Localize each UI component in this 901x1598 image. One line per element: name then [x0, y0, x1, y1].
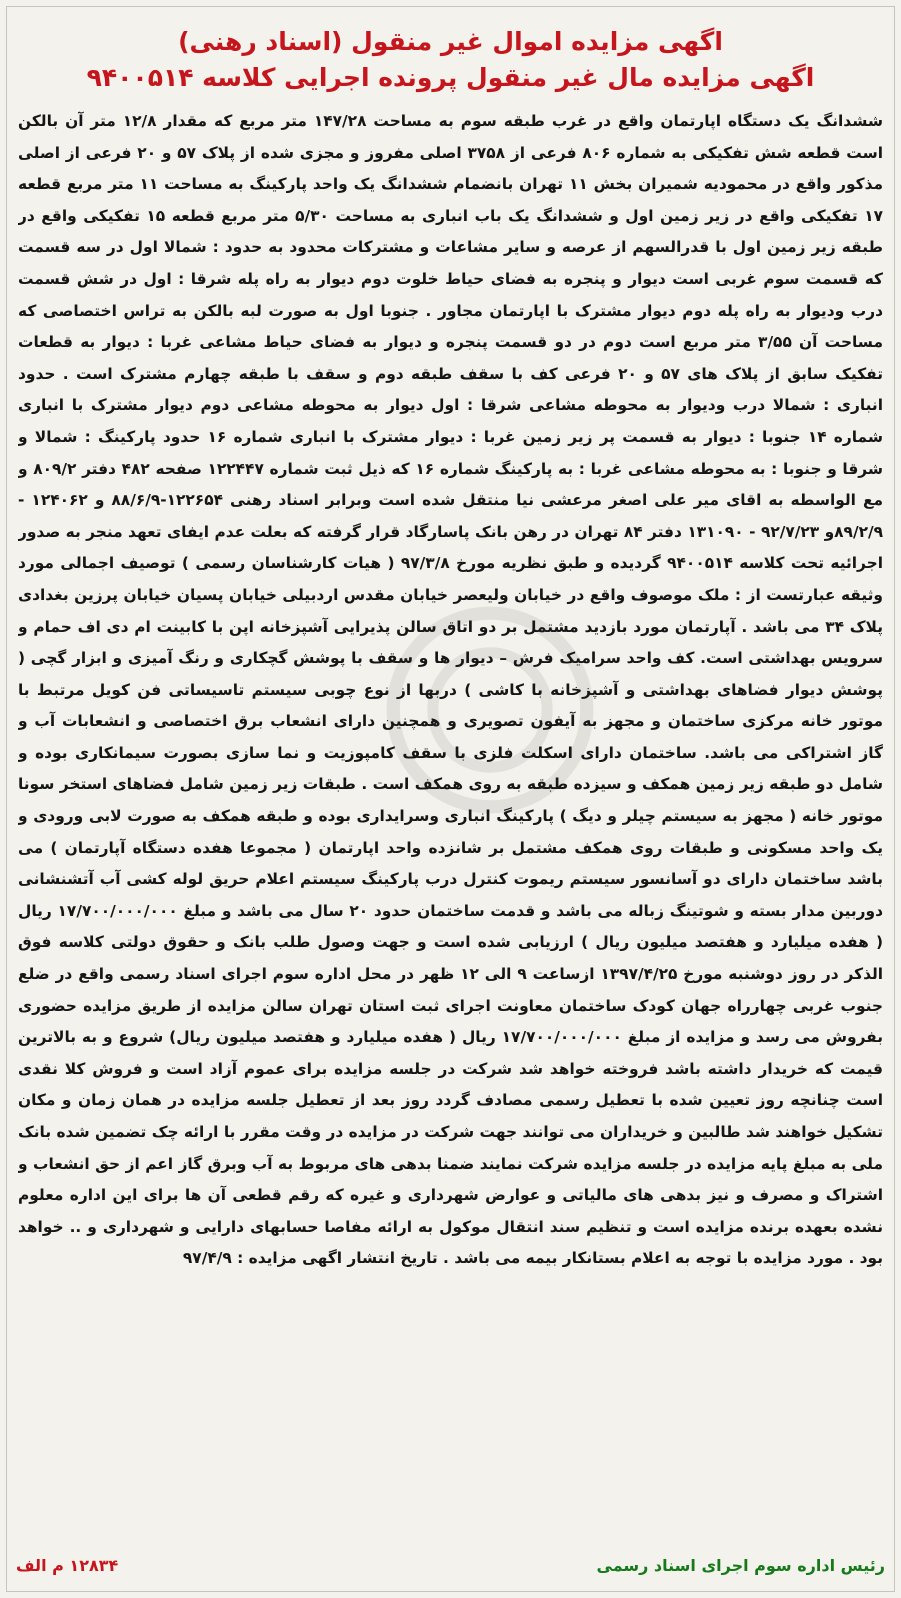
notice-subtitle: اگهی مزایده مال غیر منقول پرونده اجرایی کلاسه ۹۴۰۰۵۱۴	[86, 63, 815, 92]
notice-body: ششدانگ یک دستگاه اپارتمان واقع در غرب طبقه سوم به مساحت ۱۴۷/۲۸ متر مربع که مقدار ۱۲/۸ متر آن بالکن است قطعه شش تفکیکی به شماره ۸۰۶ فرعی از ۳۷۵۸ اصلی مفروز و مجزی شده از پلاک ۵۷ و ۲۰ فرعی از اصلی مذکور واقع در محمودیه شمیران بخش ۱۱ تهران بانضمام ششدانگ یک واحد پارکینگ به مساحت ۱۱ متر مربع قطعه ۱۷ تفکیکی واقع در زیر زمین اول و ششدانگ یک باب انباری به مساحت ۵/۳۰ متر مربع قطعه ۱۵ تفکیکی واقع در طبقه زیر زمین اول با قدرالسهم از عرصه و سایر مشاعات و مشترکات محدود به حدود : شمالا اول در سه قسمت که قسمت سوم غربی است دیوار و پنجره به فضای حیاط خلوت دوم دیوار به راه پله شرقا : اول در شش قسمت درب ودیوار به راه پله دوم دیوار مشترک با اپارتمان مجاور . جنوبا اول به صورت لبه بالکن به تراس اختصاصی که مساحت آن ۳/۵۵ متر مربع است دوم در دو قسمت پنجره و دیوار به فضای حیاط مشاعی غربا : دیوار به قطعات تفکیک سابق از پلاک های ۵۷ و ۲۰ فرعی کف با سقف طبقه دوم و سقف با طبقه چهارم مشترک است . حدود انباری : شمالا درب ودیوار به محوطه مشاعی شرقا : اول دیوار به محوطه مشاعی دوم دیوار مشترک با انباری شماره ۱۴ جنوبا : دیوار به قسمت پر زیر زمین غربا : دیوار مشترک با انباری شماره ۱۶ حدود پارکینگ : شمالا و شرقا و جنوبا : به محوطه مشاعی غربا : به پارکینگ شماره ۱۶ که ذیل ثبت شماره ۱۲۲۴۴۷ صفحه ۴۸۲ دفتر ۸۰۹/۲ و مع الواسطه به اقای میر علی اصغر مرعشی نیا منتقل شده است وبرابر اسناد رهنی ۱۲۲۶۵۴-۸۸/۶/۹ و ۱۲۴۰۶۲ - ۸۹/۲/۹و ۹۲/۷/۲۳ - ۱۳۱۰۹۰ دفتر ۸۴ تهران در رهن بانک پاسارگاد قرار گرفته که بعلت عدم ایفای تعهد منجر به صدور اجرائیه تحت کلاسه ۹۴۰۰۵۱۴ گردیده و طبق نظریه مورخ ۹۷/۳/۸ ( هیات کارشناسان رسمی ) توصیف اجمالی مورد وثیقه عبارتست از : ملک موصوف واقع در خیابان ولیعصر خیابان مقدس اردبیلی خیابان پسیان خیابان پرزین بغدادی پلاک ۳۴ می باشد . آپارتمان مورد بازدید مشتمل بر دو اتاق سالن پذیرایی آشپزخانه اپن با کابینت ام دی اف حمام و سرویس بهداشتی است. کف واحد سرامیک فرش – دیوار ها و سقف با پوشش گچکاری و رنگ آمیزی و ابزار گچی ( پوشش دیوار فضاهای بهداشتی و آشپزخانه با کاشی ) دربها از نوع چوبی سیستم تاسیساتی فن کویل مرتبط با موتور خانه مرکزی ساختمان و مجهز به آیفون تصویری و همچنین دارای انشعاب برق اختصاصی و انشعابات آب و گاز اشتراکی می باشد. ساختمان دارای اسکلت فلزی با سقف کامپوزیت و نما سازی بصورت سیمانکاری بوده و شامل دو طبقه زیر زمین همکف و سیزده طبقه به روی همکف است . طبقات زیر زمین شامل فضاهای استخر سونا موتور خانه ( مجهز به سیستم چیلر و دیگ ) پارکینگ انباری وسرایداری بوده و طبقه همکف به صورت لابی ورودی و یک واحد مسکونی و طبقات روی همکف مشتمل بر شانزده واحد اپارتمان ( مجموعا هفده دستگاه آپارتمان ) می باشد ساختمان دارای دو آسانسور سیستم ریموت کنترل درب پارکینگ سیستم اعلام حریق لوله کشی آب آتشنشانی دوربین مدار بسته و شوتینگ زباله می باشد و قدمت ساختمان حدود ۲۰ سال می باشد و مبلغ ۱۷/۷۰۰/۰۰۰/۰۰۰ ریال ( هفده میلیارد و هفتصد میلیون ریال ) ارزیابی شده است و جهت وصول طلب بانک و حقوق دولتی کلاسه فوق الذکر در روز دوشنبه مورخ ۱۳۹۷/۴/۲۵ ازساعت ۹ الی ۱۲ ظهر در محل اداره سوم اجرای اسناد رسمی واقع در ضلع جنوب غربی چهارراه جهان کودک ساختمان معاونت اجرای ثبت استان تهران سالن مزایده از طریق مزایده حضوری بفروش می رسد و مزایده از مبلغ ۱۷/۷۰۰/۰۰۰/۰۰۰ ریال ( هفده میلیارد و هفتصد میلیون ریال) شروع و به بالاترین قیمت که خریدار داشته باشد فروخته خواهد شد شرکت در جلسه مزایده برای عموم آزاد است و فروش کلا نقدی است چنانچه روز تعیین شده با تعطیل رسمی مصادف گردد روز بعد از تعطیل جلسه مزایده در همان زمان و مکان تشکیل خواهند شد طالبین و خریداران می توانند جهت شرکت در مزایده در وقت مقرر با ارائه چک تضمین شده بانک ملی به مبلغ پایه مزایده در جلسه مزایده شرکت نمایند ضمنا بدهی های مربوط به آب وبرق گاز اعم از حق انشعاب و اشتراک و مصرف و نیز بدهی های مالیاتی و عوارض شهرداری و غیره که رقم قطعی آن ها برای این اداره معلوم نشده بعهده برنده مزایده است و تنظیم سند انتقال موکول به ارائه مفاصا حسابهای دارایی و شهرداری و .. خواهد بود . مورد مزایده با توجه به اعلام بستانکار بیمه می باشد . تاریخ انتشار اگهی مزایده : ۹۷/۴/۹	[18, 112, 883, 1268]
notice-title: اگهی مزایده اموال غیر منقول (اسناد رهنی)	[178, 27, 723, 56]
notice-footer	[16, 1556, 885, 1575]
notice-code: ۱۲۸۳۴ م الف	[16, 1556, 119, 1575]
signer-title: رئیس اداره سوم اجرای اسناد رسمی	[596, 1556, 885, 1575]
